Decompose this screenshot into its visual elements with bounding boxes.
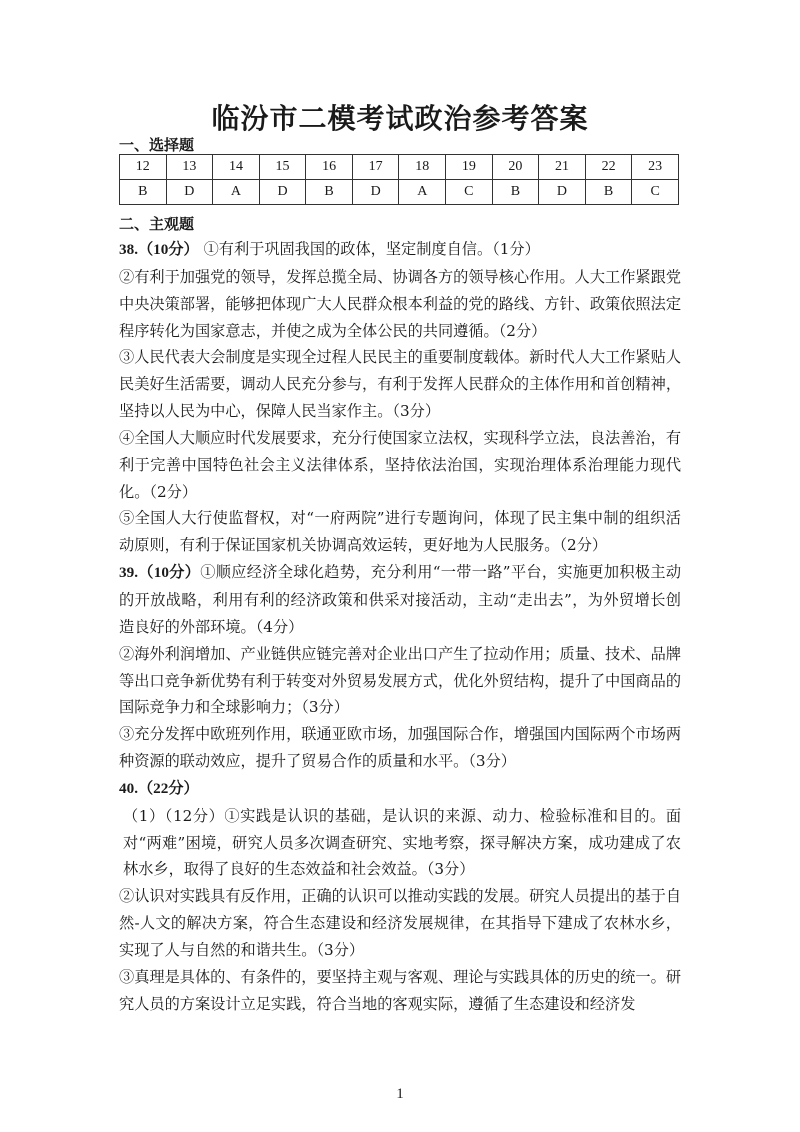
answer-content <box>119 236 681 1017</box>
answer-cell: A <box>399 180 446 205</box>
question-number-cell: 16 <box>306 155 353 180</box>
answer-paragraph: ②认识对实践具有反作用，正确的认识可以推动实践的发展。研究人员提出的基于自然-人文的解决方案，符合生态建设和经济发展规律，在其指导下建成了农林水乡，实现了人与自然的和谐共生。（3分） <box>119 887 681 959</box>
answer-paragraph: ④全国人大顺应时代发展要求，充分行使国家立法权，实现科学立法，良法善治，有利于完善中国特色社会主义法律体系，坚持依法治国，实现治理体系治理能力现代化。（2分） <box>119 428 681 501</box>
answer-paragraph: ①有利于巩固我国的政体，坚定制度自信。（1分） <box>203 240 540 258</box>
answer-cell: A <box>213 180 260 205</box>
section-heading-choice: 一、选择题 <box>119 136 195 154</box>
answer-paragraph: ③充分发挥中欧班列作用，联通亚欧市场，加强国际合作，增强国内国际两个市场两种资源的联动效应，提升了贸易合作的质量和水平。（3分） <box>119 725 681 771</box>
answer-paragraph: ②海外利润增加、产业链供应链完善对企业出口产生了拉动作用；质量、技术、品牌等出口竞争新优势有利于转变对外贸易发展方式，优化外贸结构，提升了中国商品的国际竞争力和全球影响力；（3分） <box>119 644 681 717</box>
page-number: 1 <box>396 1086 404 1102</box>
q38-first-line <box>119 236 681 264</box>
answer-table <box>119 154 679 205</box>
answer-paragraph: ①实践是认识的基础，是认识的来源、动力、检验标准和目的。面对“两难”困境，研究人员多次调查研究、实地考察，探寻解决方案，成功建成了农林水乡，取得了良好的生态效益和社会效益。（3分） <box>123 806 681 879</box>
answer-cell: B <box>585 180 632 205</box>
question-number-cell: 18 <box>399 155 446 180</box>
question-number-cell: 17 <box>352 155 399 180</box>
answer-paragraph: ③人民代表大会制度是实现全过程人民民主的重要制度载体。新时代人大工作紧贴人民美好生活需要，调动人民充分参与，有利于发挥人民群众的主体作用和首创精神，坚持以人民为中心，保障人民当家作主。（3分） <box>119 348 681 421</box>
answer-paragraph: ②有利于加强党的领导，发挥总揽全局、协调各方的领导核心作用。人大工作紧跟党中央决策部署，能够把体现广大人民群众根本利益的党的路线、方针、政策依照法定程序转化为国家意志，并使之成为全体公民的共同遵循。（2分） <box>119 267 681 340</box>
question-number: 38. <box>119 241 138 258</box>
answer-cell: B <box>120 180 167 205</box>
q39-first-paragraph <box>119 559 681 641</box>
answer-paragraph: ①顺应经济全球化趋势，充分利用“一带一路”平台，实施更加积极主动的开放战略，利用有利的经济政策和供采对接活动，主动“走出去”，为外贸增长创造良好的外部环境。（4分） <box>119 563 682 636</box>
answer-row <box>120 180 679 205</box>
question-number-cell: 20 <box>492 155 539 180</box>
question-number-cell: 23 <box>632 155 679 180</box>
sub-question-label: （1）（12分） <box>123 806 225 825</box>
question-number-cell: 13 <box>166 155 213 180</box>
answer-cell: D <box>259 180 306 205</box>
answer-paragraph: ⑤全国人大行使监督权，对“一府两院”进行专题询问，体现了民主集中制的组织活动原则，有利于保证国家机关协调高效运转，更好地为人民服务。（2分） <box>119 509 681 555</box>
question-score: （22分） <box>137 779 199 797</box>
answer-cell: B <box>306 180 353 205</box>
question-number-cell: 15 <box>259 155 306 180</box>
q40-heading <box>119 775 681 803</box>
question-number: 39. <box>119 564 138 582</box>
question-number: 40. <box>119 779 138 797</box>
question-number-cell: 21 <box>539 155 586 180</box>
answer-cell: D <box>539 180 586 205</box>
answer-cell: C <box>632 180 679 205</box>
section-heading-subjective: 二、主观题 <box>119 215 195 233</box>
answer-paragraph: ③真理是具体的、有条件的，要坚持主观与客观、理论与实践具体的历史的统一。研究人员的方案设计立足实践，符合当地的客观实际，遵循了生态建设和经济发 <box>119 967 681 1013</box>
question-number-cell: 19 <box>446 155 493 180</box>
question-number-cell: 12 <box>120 155 167 180</box>
question-number-row <box>120 155 679 180</box>
answer-cell: B <box>492 180 539 205</box>
q40-sub1-first-paragraph <box>119 803 681 884</box>
question-number-cell: 14 <box>213 155 260 180</box>
answer-cell: C <box>446 180 493 205</box>
question-score: （10分） <box>137 564 201 582</box>
question-number-cell: 22 <box>585 155 632 180</box>
answer-cell: D <box>352 180 399 205</box>
question-score: （10分） <box>137 241 199 258</box>
page-title: 临汾市二模考试政治参考答案 <box>211 102 589 135</box>
answer-cell: D <box>166 180 213 205</box>
